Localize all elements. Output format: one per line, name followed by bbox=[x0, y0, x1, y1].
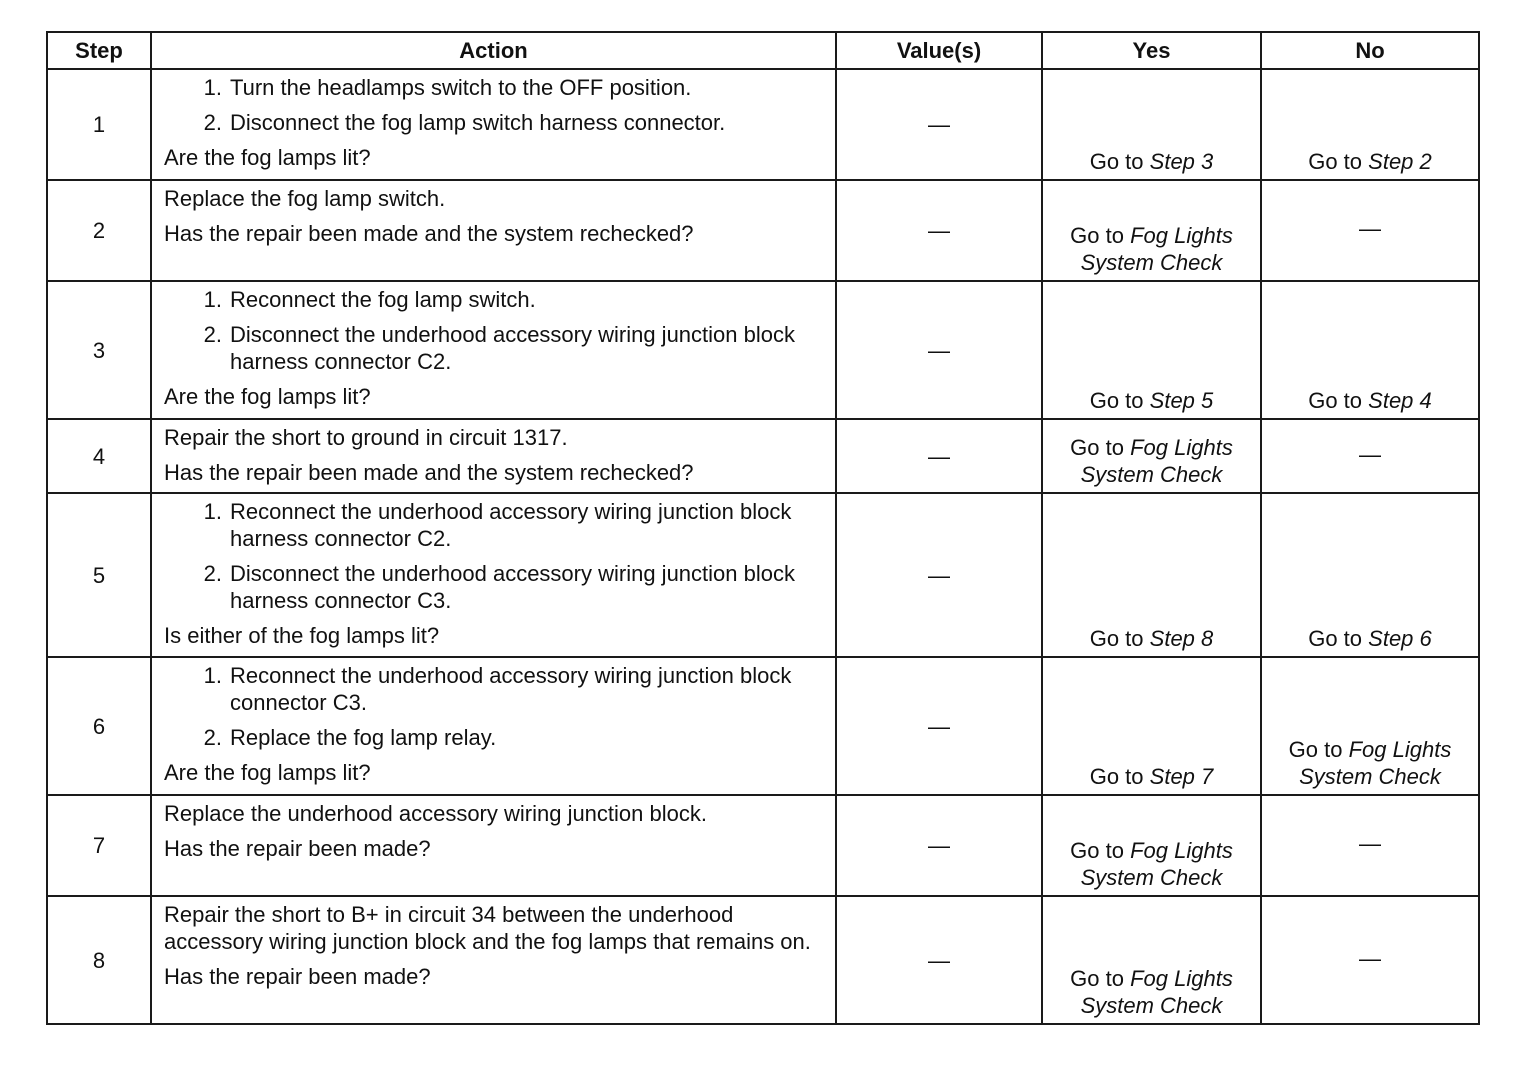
action-question: Has the repair been made? bbox=[164, 964, 431, 989]
system-check-link[interactable]: Fog Lights bbox=[1130, 838, 1233, 863]
step-link[interactable]: Step 8 bbox=[1149, 626, 1214, 651]
diagnostic-table bbox=[46, 31, 1480, 1025]
action-item bbox=[164, 662, 827, 716]
go-to-text: Go to bbox=[1070, 966, 1124, 991]
item-text: Reconnect the underhood accessory wiring junction block harness connector C2. bbox=[230, 499, 792, 551]
yes-cell bbox=[1042, 281, 1261, 419]
action-text: Repair the short to ground in circuit 1317. bbox=[164, 425, 568, 450]
item-text: Reconnect the fog lamp switch. bbox=[230, 287, 536, 312]
system-check-link[interactable]: System Check bbox=[1080, 462, 1223, 487]
table-row bbox=[47, 69, 1479, 180]
no-cell bbox=[1261, 493, 1479, 657]
go-to-text: Go to bbox=[1288, 737, 1343, 762]
item-text: Reconnect the underhood accessory wiring junction block connector C3. bbox=[230, 663, 792, 715]
item-number: 1. bbox=[203, 75, 222, 100]
header-row bbox=[47, 32, 1479, 69]
item-text: Disconnect the underhood accessory wiring junction block harness connector C2. bbox=[230, 322, 795, 374]
value-cell: — bbox=[836, 69, 1042, 180]
go-to-text: Go to bbox=[1070, 435, 1124, 460]
action-question: Are the fog lamps lit? bbox=[164, 760, 371, 785]
yes-cell bbox=[1042, 493, 1261, 657]
item-text: Replace the fog lamp relay. bbox=[230, 725, 497, 750]
action-cell bbox=[151, 493, 836, 657]
step-number: 1 bbox=[47, 69, 151, 180]
action-question: Has the repair been made and the system rechecked? bbox=[164, 460, 694, 485]
go-to-text: Go to bbox=[1089, 388, 1144, 413]
system-check-link[interactable]: System Check bbox=[1080, 250, 1223, 275]
step-link[interactable]: Step 6 bbox=[1368, 626, 1432, 651]
action-item bbox=[164, 286, 827, 313]
go-to-text: Go to bbox=[1308, 388, 1363, 413]
no-cell: — bbox=[1261, 896, 1479, 1024]
table-row bbox=[47, 896, 1479, 1024]
yes-cell bbox=[1042, 896, 1261, 1024]
table-row bbox=[47, 657, 1479, 795]
item-number: 2. bbox=[203, 322, 222, 347]
header-values: Value(s) bbox=[836, 32, 1042, 69]
step-number: 7 bbox=[47, 795, 151, 896]
step-link[interactable]: Step 7 bbox=[1149, 764, 1214, 789]
action-item bbox=[164, 109, 827, 136]
step-link[interactable]: Step 2 bbox=[1368, 149, 1432, 174]
value-cell: — bbox=[836, 896, 1042, 1024]
yes-cell bbox=[1042, 180, 1261, 281]
step-number: 3 bbox=[47, 281, 151, 419]
yes-cell bbox=[1042, 795, 1261, 896]
action-item bbox=[164, 498, 827, 552]
table-row bbox=[47, 493, 1479, 657]
table-row bbox=[47, 795, 1479, 896]
action-cell bbox=[151, 657, 836, 795]
table-row bbox=[47, 281, 1479, 419]
system-check-link[interactable]: System Check bbox=[1299, 764, 1441, 789]
action-question: Are the fog lamps lit? bbox=[164, 145, 371, 170]
value-cell: — bbox=[836, 657, 1042, 795]
action-text: Repair the short to B+ in circuit 34 between the underhood accessory wiring junction block and the fog lamps that remains on. bbox=[164, 902, 811, 954]
step-number: 8 bbox=[47, 896, 151, 1024]
action-cell bbox=[151, 180, 836, 281]
header-step: Step bbox=[47, 32, 151, 69]
step-number: 5 bbox=[47, 493, 151, 657]
step-link[interactable]: Step 5 bbox=[1149, 388, 1214, 413]
action-cell bbox=[151, 896, 836, 1024]
go-to-text: Go to bbox=[1308, 149, 1363, 174]
system-check-link[interactable]: Fog Lights bbox=[1348, 737, 1452, 762]
yes-cell bbox=[1042, 69, 1261, 180]
go-to-text: Go to bbox=[1089, 149, 1144, 174]
action-item bbox=[164, 560, 827, 614]
step-link[interactable]: Step 3 bbox=[1149, 149, 1214, 174]
header-yes: Yes bbox=[1042, 32, 1261, 69]
step-link[interactable]: Step 4 bbox=[1368, 388, 1432, 413]
no-cell: — bbox=[1261, 795, 1479, 896]
action-item bbox=[164, 321, 827, 375]
yes-cell bbox=[1042, 419, 1261, 493]
item-text: Disconnect the underhood accessory wiring junction block harness connector C3. bbox=[230, 561, 795, 613]
item-number: 1. bbox=[203, 499, 222, 524]
go-to-text: Go to bbox=[1070, 223, 1124, 248]
action-text: Replace the underhood accessory wiring junction block. bbox=[164, 801, 707, 826]
system-check-link[interactable]: System Check bbox=[1080, 865, 1223, 890]
system-check-link[interactable]: Fog Lights bbox=[1130, 435, 1233, 460]
item-number: 1. bbox=[203, 663, 222, 688]
go-to-text: Go to bbox=[1089, 626, 1144, 651]
system-check-link[interactable]: System Check bbox=[1080, 993, 1223, 1018]
no-cell bbox=[1261, 657, 1479, 795]
action-text: Replace the fog lamp switch. bbox=[164, 186, 446, 211]
step-number: 4 bbox=[47, 419, 151, 493]
header-no: No bbox=[1261, 32, 1479, 69]
item-number: 2. bbox=[203, 725, 222, 750]
item-number: 2. bbox=[203, 561, 222, 586]
item-number: 1. bbox=[203, 287, 222, 312]
action-cell bbox=[151, 419, 836, 493]
action-question: Are the fog lamps lit? bbox=[164, 384, 371, 409]
value-cell: — bbox=[836, 795, 1042, 896]
diagnostic-page bbox=[46, 31, 1478, 1025]
go-to-text: Go to bbox=[1089, 764, 1144, 789]
header-action: Action bbox=[151, 32, 836, 69]
table-row bbox=[47, 419, 1479, 493]
item-text: Disconnect the fog lamp switch harness connector. bbox=[230, 110, 726, 135]
action-item bbox=[164, 74, 827, 101]
yes-cell bbox=[1042, 657, 1261, 795]
action-question: Has the repair been made? bbox=[164, 836, 431, 861]
value-cell: — bbox=[836, 419, 1042, 493]
system-check-link[interactable]: Fog Lights bbox=[1130, 966, 1233, 991]
step-number: 6 bbox=[47, 657, 151, 795]
action-cell bbox=[151, 795, 836, 896]
action-cell bbox=[151, 69, 836, 180]
go-to-text: Go to bbox=[1070, 838, 1124, 863]
value-cell: — bbox=[836, 180, 1042, 281]
no-cell: — bbox=[1261, 180, 1479, 281]
value-cell: — bbox=[836, 281, 1042, 419]
action-item bbox=[164, 724, 827, 751]
step-number: 2 bbox=[47, 180, 151, 281]
action-question: Is either of the fog lamps lit? bbox=[164, 623, 440, 648]
action-question: Has the repair been made and the system rechecked? bbox=[164, 221, 694, 246]
system-check-link[interactable]: Fog Lights bbox=[1130, 223, 1233, 248]
no-cell bbox=[1261, 281, 1479, 419]
no-cell: — bbox=[1261, 419, 1479, 493]
value-cell: — bbox=[836, 493, 1042, 657]
go-to-text: Go to bbox=[1308, 626, 1363, 651]
item-number: 2. bbox=[203, 110, 222, 135]
action-cell bbox=[151, 281, 836, 419]
item-text: Turn the headlamps switch to the OFF position. bbox=[230, 75, 692, 100]
table-row bbox=[47, 180, 1479, 281]
no-cell bbox=[1261, 69, 1479, 180]
